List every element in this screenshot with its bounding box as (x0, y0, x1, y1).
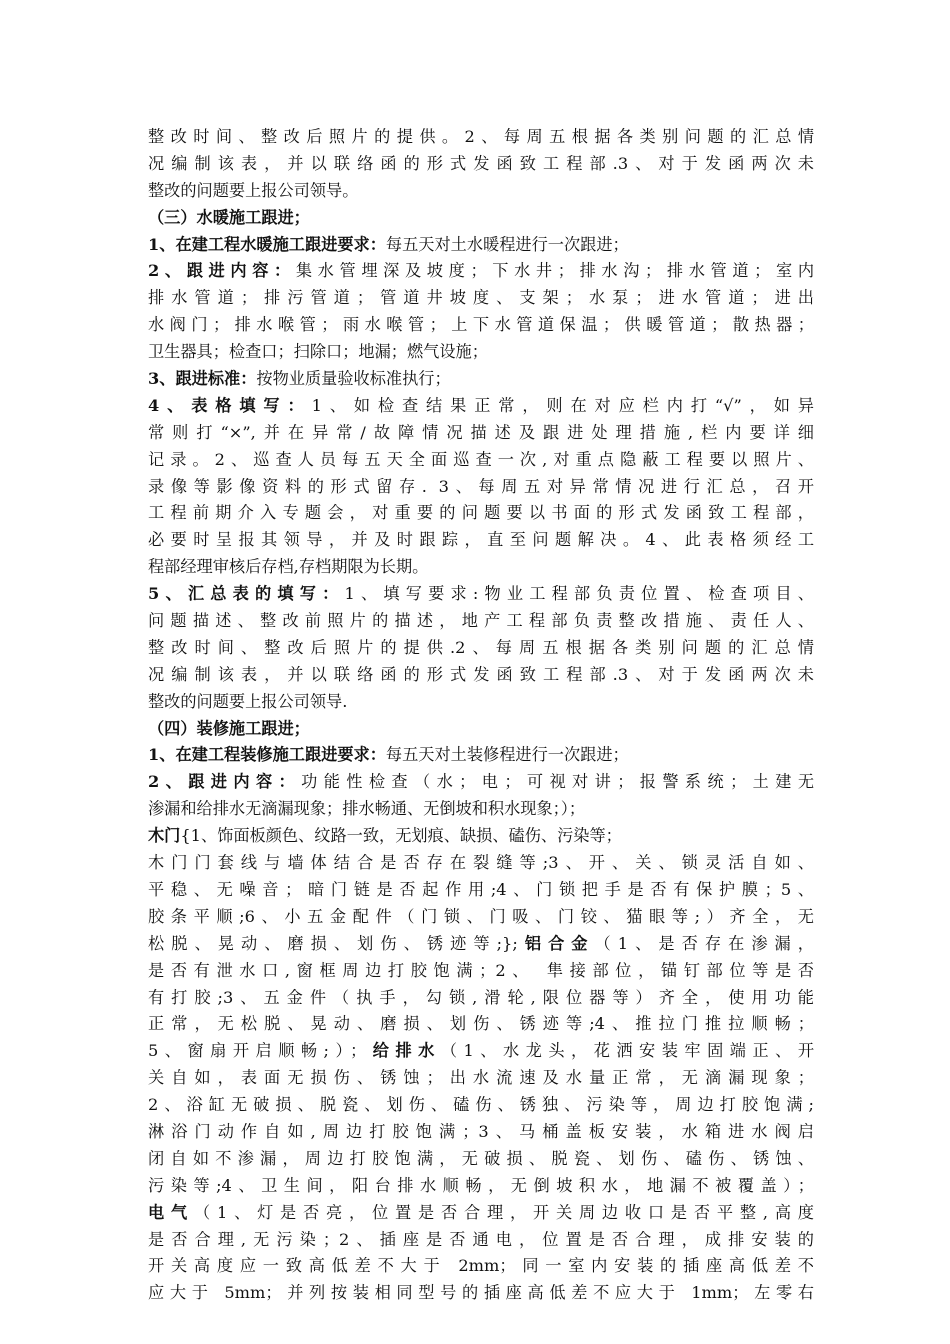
text-line (148, 635, 814, 662)
text-line (148, 877, 814, 904)
body-text: 平稳、无噪音；暗门链是否起作用;4、门锁把手是否有保护膜；5、 (148, 879, 814, 899)
body-text: （1、灯是否亮，位置是否合理，开关周边收口是否平整,高度 (193, 1202, 814, 1222)
body-text: 整改时间、整改后照片的提供。2、每周五根据各类别问题的汇总情 (148, 127, 814, 146)
bold-heading-text: 2、跟进内容： (148, 261, 296, 281)
text-line (148, 823, 814, 850)
text-line (148, 1011, 814, 1038)
text-line (148, 258, 814, 285)
text-line (148, 124, 814, 151)
body-text: 况编制该表，并以联络函的形式发函致工程部.3、对于发函两次未 (148, 153, 814, 173)
body-text: 5、窗扇开启顺畅;）； (148, 1041, 367, 1061)
body-text: 1、如检查结果正常，则在对应栏内打“√”，如异 (311, 395, 814, 415)
body-text: （1、是否存在渗漏， (594, 933, 814, 953)
body-text: 是否有泄水口,窗框周边打胶饱满；2、 隼接部位，锚钉部位等是否 (148, 960, 814, 980)
body-text: 关自如，表面无损伤、锈蚀；出水流速及水量正常，无滴漏现象； (148, 1068, 814, 1088)
body-text: 按物业质量验收标准执行； (256, 369, 451, 389)
text-line (148, 716, 814, 743)
body-text: 是否合理,无污染；2、插座是否通电，位置是否合理，成排安装的 (148, 1229, 814, 1249)
text-line (148, 1038, 814, 1065)
body-text: 排水管道；排污管道；管道井坡度、支架；水泵；进水管道；进出 (148, 288, 814, 308)
bold-heading-text: 木门 (148, 826, 181, 846)
text-line (148, 312, 814, 339)
text-line (148, 1280, 814, 1307)
text-line (148, 662, 814, 689)
body-text: 松脱、晃动、磨损、划伤、锈迹等;}; (148, 933, 518, 953)
text-line (148, 904, 814, 931)
bold-heading-text: 4、表格填写： (148, 395, 312, 415)
text-line (148, 1227, 814, 1254)
text-line (148, 1173, 814, 1200)
text-line (148, 205, 814, 232)
text-line (148, 1253, 814, 1280)
bold-heading-text: 2、跟进内容： (148, 772, 302, 792)
text-line (148, 420, 814, 447)
body-text: 记录。2、巡查人员每五天全面巡查一次,对重点隐蔽工程要以照片、 (148, 449, 814, 469)
body-text: 整改的问题要上报公司领导。 (148, 180, 359, 200)
text-line (148, 151, 814, 178)
text-line (148, 742, 814, 769)
bold-heading-text: 1、在建工程装修施工跟进要求： (148, 745, 386, 765)
text-line (148, 339, 814, 366)
text-line (148, 554, 814, 581)
text-line (148, 393, 814, 420)
body-text: 胶条平顺;6、小五金配件（门锁、门吸、门铰、猫眼等;）齐全，无 (148, 906, 814, 926)
body-text: 闭自如不渗漏，周边打胶饱满，无破损、脱瓷、划伤、磕伤、锈蚀、 (148, 1148, 814, 1168)
text-line (148, 474, 814, 501)
body-text: 功能性检查（水；电；可视对讲；报警系统；土建无 (301, 772, 815, 792)
text-line (148, 689, 814, 716)
bold-heading-text: 1、在建工程水暖施工跟进要求： (148, 234, 386, 254)
text-line (148, 178, 814, 205)
body-text: 木门门套线与墙体结合是否存在裂缝等;3、开、关、锁灵活自如、 (148, 853, 814, 873)
text-line (148, 608, 814, 635)
text-line (148, 447, 814, 474)
bold-heading-text: 电气 (148, 1202, 194, 1222)
body-text: 必要时呈报其领导，并及时跟踪，直至问题解决。4、此表格须经工 (148, 530, 814, 550)
body-text: 有打胶;3、五金件（执手，勾锁,滑轮,限位器等）齐全，使用功能 (148, 987, 814, 1007)
text-line (148, 500, 814, 527)
body-text: 水阀门；排水喉管；雨水喉管；上下水管道保温；供暖管道；散热器； (148, 315, 814, 335)
text-line (148, 1092, 814, 1119)
body-text: 整改的问题要上报公司领导. (148, 691, 348, 711)
text-line (148, 796, 814, 823)
text-line (148, 285, 814, 312)
body-text: 2、浴缸无破损、脱瓷、划伤、磕伤、锈独、污染等，周边打胶饱满; (148, 1095, 814, 1115)
body-text: 污染等;4、卫生间，阳台排水顺畅，无倒坡积水，地漏不被覆盖）； (148, 1175, 814, 1195)
body-text: 况编制该表，并以联络函的形式发函致工程部.3、对于发函两次未 (148, 664, 814, 684)
body-text: 正常，无松脱、晃动、磨损、划伤、锈迹等;4、推拉门推拉顺畅； (148, 1014, 814, 1034)
body-text: 每五天对土装修程进行一次跟进； (385, 745, 629, 765)
bold-heading-text: 3、跟进标准： (148, 369, 257, 389)
text-line (148, 232, 814, 259)
body-text: 整改时间、整改后照片的提供.2、每周五根据各类别问题的汇总情 (148, 637, 814, 657)
body-text: 每五天对土水暖程进行一次跟进； (385, 234, 629, 254)
bold-heading-text: （三）水暖施工跟进； (148, 207, 310, 227)
text-line (148, 931, 814, 958)
text-line (148, 527, 814, 554)
text-line (148, 1146, 814, 1173)
body-text: 卫生器具；检查口；扫除口；地漏；燃气设施； (148, 342, 488, 362)
body-text: 常则打“×”,并在异常/故障情况描述及跟进处理措施,栏内要详细 (148, 422, 814, 442)
text-line (148, 769, 814, 796)
text-line (148, 1065, 814, 1092)
body-text: 集水管埋深及坡度；下水井；排水沟；排水管道；室内 (295, 261, 815, 281)
document-page (148, 124, 814, 1307)
body-text: 渗漏和给排水无滴漏现象；排水畅通、无倒坡和积水现象；）； (148, 799, 586, 819)
text-line (148, 850, 814, 877)
body-text: （1、水龙头，花洒安装牢固端正、开 (440, 1041, 815, 1061)
body-text: 淋浴门动作自如,周边打胶饱满；3、马桶盖板安装，水箱进水阀启 (148, 1121, 814, 1141)
text-line (148, 1200, 814, 1227)
bold-heading-text: （四）装修施工跟进； (148, 718, 310, 738)
text-line (148, 985, 814, 1012)
body-text: 应大于 5mm；并列按装相同型号的插座高低差不应大于 1mm；左零右 (148, 1283, 814, 1303)
body-text: 程部经理审核后存档,存档期限为长期。 (148, 557, 429, 577)
text-line (148, 581, 814, 608)
body-text: {1、饰面板颜色、纹路一致，无划痕、缺损、磕伤、污染等； (180, 826, 622, 846)
body-text: 1、填写要求:物业工程部负责位置、检查项目、 (344, 584, 814, 604)
body-text: 问题描述、整改前照片的描述，地产工程部负责整改措施、责任人、 (148, 611, 814, 631)
body-text: 工程前期介入专题会，对重要的问题要以书面的形式发函致工程部， (148, 503, 814, 523)
body-text: 录像等影像资料的形式留存. 3、每周五对异常情况进行汇总，召开 (148, 476, 814, 496)
bold-heading-text: 铝合金 (517, 933, 595, 953)
bold-heading-text: 给排水 (366, 1041, 441, 1061)
text-line (148, 1119, 814, 1146)
text-line (148, 958, 814, 985)
text-line (148, 366, 814, 393)
body-text: 开关高度应一致高低差不大于 2mm；同一室内安装的插座高低差不 (148, 1256, 814, 1276)
bold-heading-text: 5、汇总表的填写： (148, 584, 345, 604)
